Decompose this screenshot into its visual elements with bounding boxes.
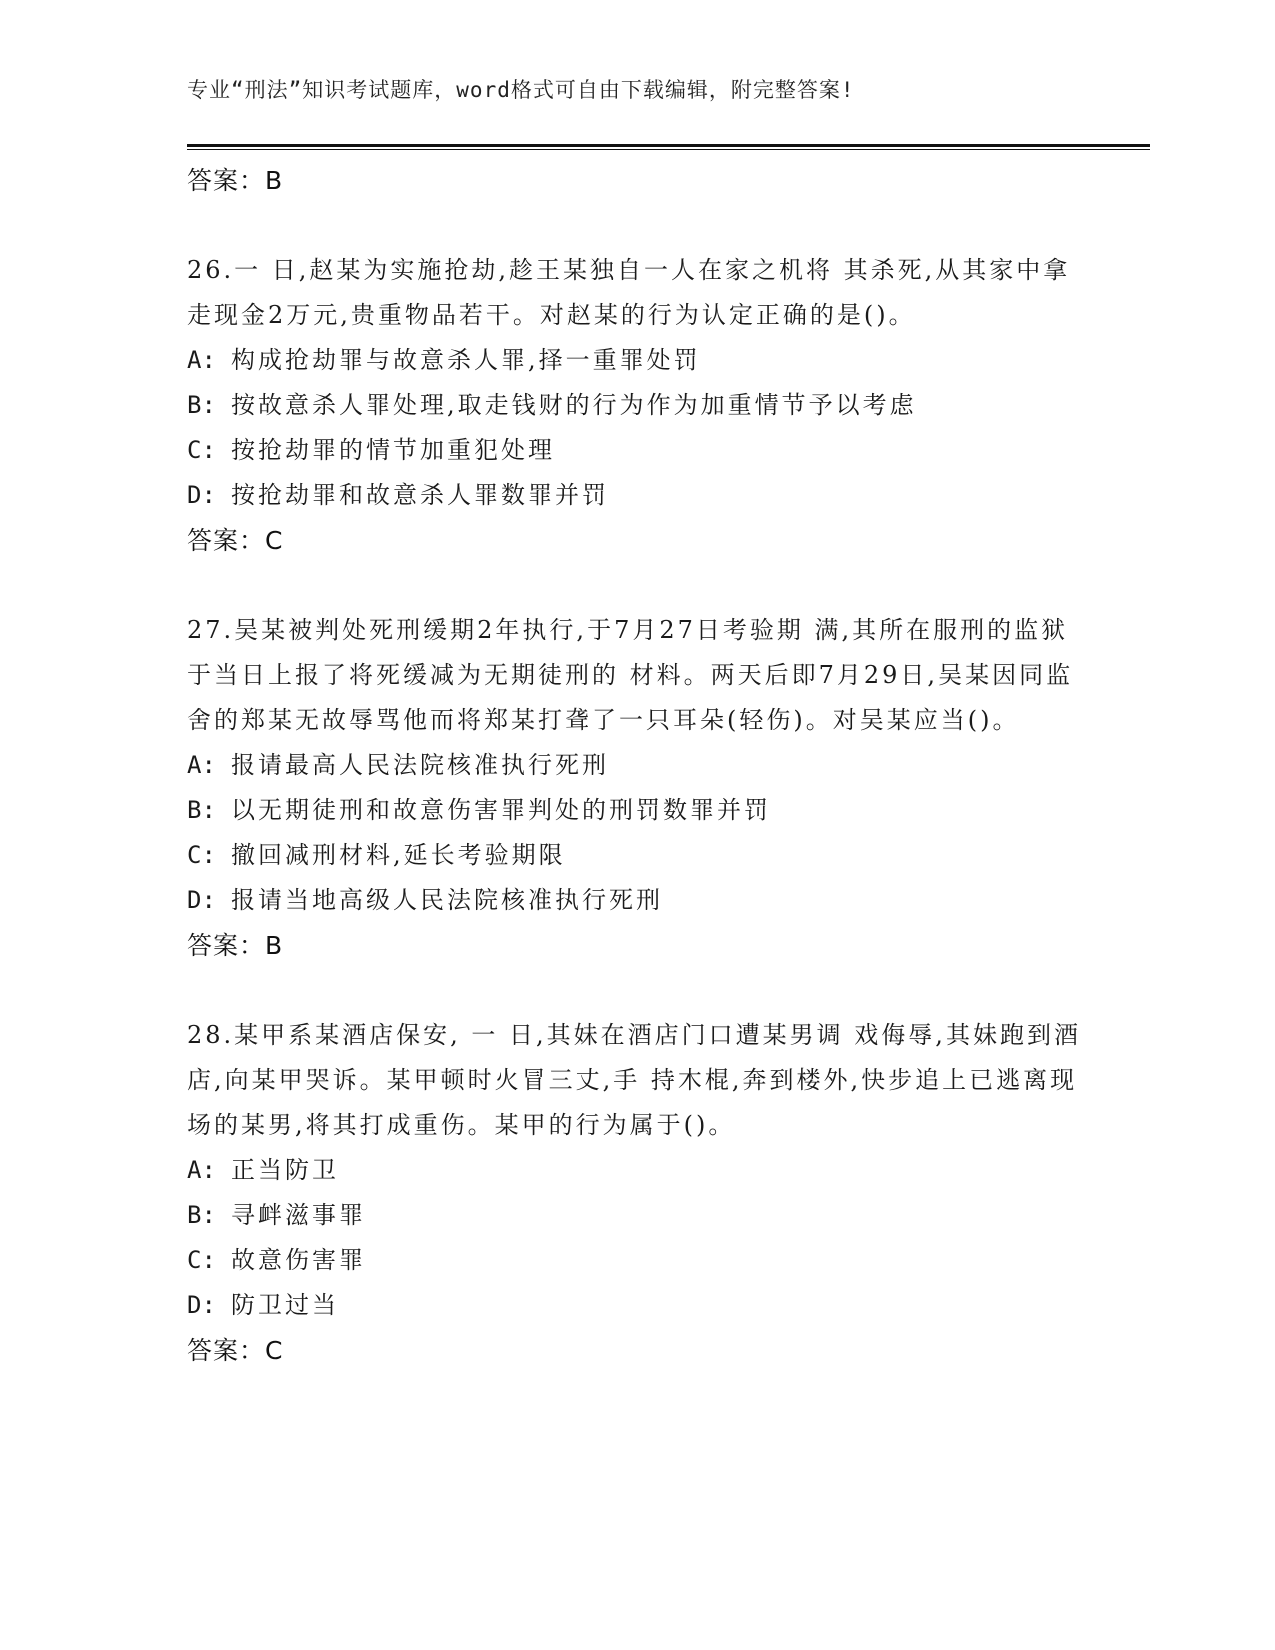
option-c: C: 故意伤害罪 xyxy=(187,1246,366,1274)
option-b: B: 寻衅滋事罪 xyxy=(187,1201,366,1229)
option-d: D: 报请当地高级人民法院核准执行死刑 xyxy=(187,886,663,914)
spacer xyxy=(187,563,1087,608)
option-b: B: 以无期徒刑和故意伤害罪判处的刑罚数罪并罚 xyxy=(187,796,771,824)
option-text: 报请当地高级人民法院核准执行死刑 xyxy=(231,886,663,914)
page-header: 专业“刑法”知识考试题库，word格式可自由下载编辑，附完整答案! xyxy=(187,78,855,102)
option-b: B: 按故意杀人罪处理,取走钱财的行为作为加重情节予以考虑 xyxy=(187,391,917,419)
option-text: 撤回减刑材料,延长考验期限 xyxy=(231,841,566,869)
option-text: 按抢劫罪和故意杀人罪数罪并罚 xyxy=(231,481,609,509)
option-a: A: 正当防卫 xyxy=(187,1156,339,1184)
question-27 xyxy=(187,608,1087,968)
spacer xyxy=(187,968,1087,1013)
question-stem: 26.一 日,赵某为实施抢劫,趁王某独自一人在家之机将 其杀死,从其家中拿走现金2万元,贵重物品若干。对赵某的行为认定正确的是()。 xyxy=(187,256,1071,329)
question-stem: 27.吴某被判处死刑缓期2年执行,于7月27日考验期 满,其所在服刑的监狱于当日上报了将死缓减为无期徒刑的 材料。两天后即7月29日,吴某因同监舍的郑某无故辱骂他而将郑某打聋了一只耳朵(轻伤)。对吴某应当()。 xyxy=(187,616,1074,734)
option-a: A: 构成抢劫罪与故意杀人罪,择一重罪处罚 xyxy=(187,346,701,374)
option-text: 防卫过当 xyxy=(231,1291,339,1319)
answer-prev-question: 答案：B xyxy=(187,166,284,195)
answer: 答案：C xyxy=(187,1336,284,1365)
option-d: D: 防卫过当 xyxy=(187,1291,339,1319)
option-d: D: 按抢劫罪和故意杀人罪数罪并罚 xyxy=(187,481,609,509)
option-text: 报请最高人民法院核准执行死刑 xyxy=(231,751,609,779)
answer: 答案：C xyxy=(187,526,284,555)
answer: 答案：B xyxy=(187,931,284,960)
header-rule-thin xyxy=(187,149,1150,150)
option-text: 构成抢劫罪与故意杀人罪,择一重罪处罚 xyxy=(231,346,701,374)
option-text: 按抢劫罪的情节加重犯处理 xyxy=(231,436,555,464)
option-text: 以无期徒刑和故意伤害罪判处的刑罚数罪并罚 xyxy=(231,796,771,824)
question-26 xyxy=(187,248,1087,563)
option-c: C: 撤回减刑材料,延长考验期限 xyxy=(187,841,566,869)
spacer xyxy=(187,203,1087,248)
header-rule-thick xyxy=(187,144,1150,147)
question-28 xyxy=(187,1013,1087,1373)
option-text: 寻衅滋事罪 xyxy=(231,1201,366,1229)
option-text: 故意伤害罪 xyxy=(231,1246,366,1274)
option-a: A: 报请最高人民法院核准执行死刑 xyxy=(187,751,609,779)
question-stem: 28.某甲系某酒店保安, 一 日,其妹在酒店门口遭某男调 戏侮辱,其妹跑到酒店,向某甲哭诉。某甲顿时火冒三丈,手 持木棍,奔到楼外,快步追上已逃离现场的某男,将其打成重伤。某甲的行为属于()。 xyxy=(187,1021,1081,1139)
option-c: C: 按抢劫罪的情节加重犯处理 xyxy=(187,436,555,464)
question-list xyxy=(187,158,1087,1373)
option-text: 按故意杀人罪处理,取走钱财的行为作为加重情节予以考虑 xyxy=(231,391,917,419)
option-text: 正当防卫 xyxy=(231,1156,339,1184)
